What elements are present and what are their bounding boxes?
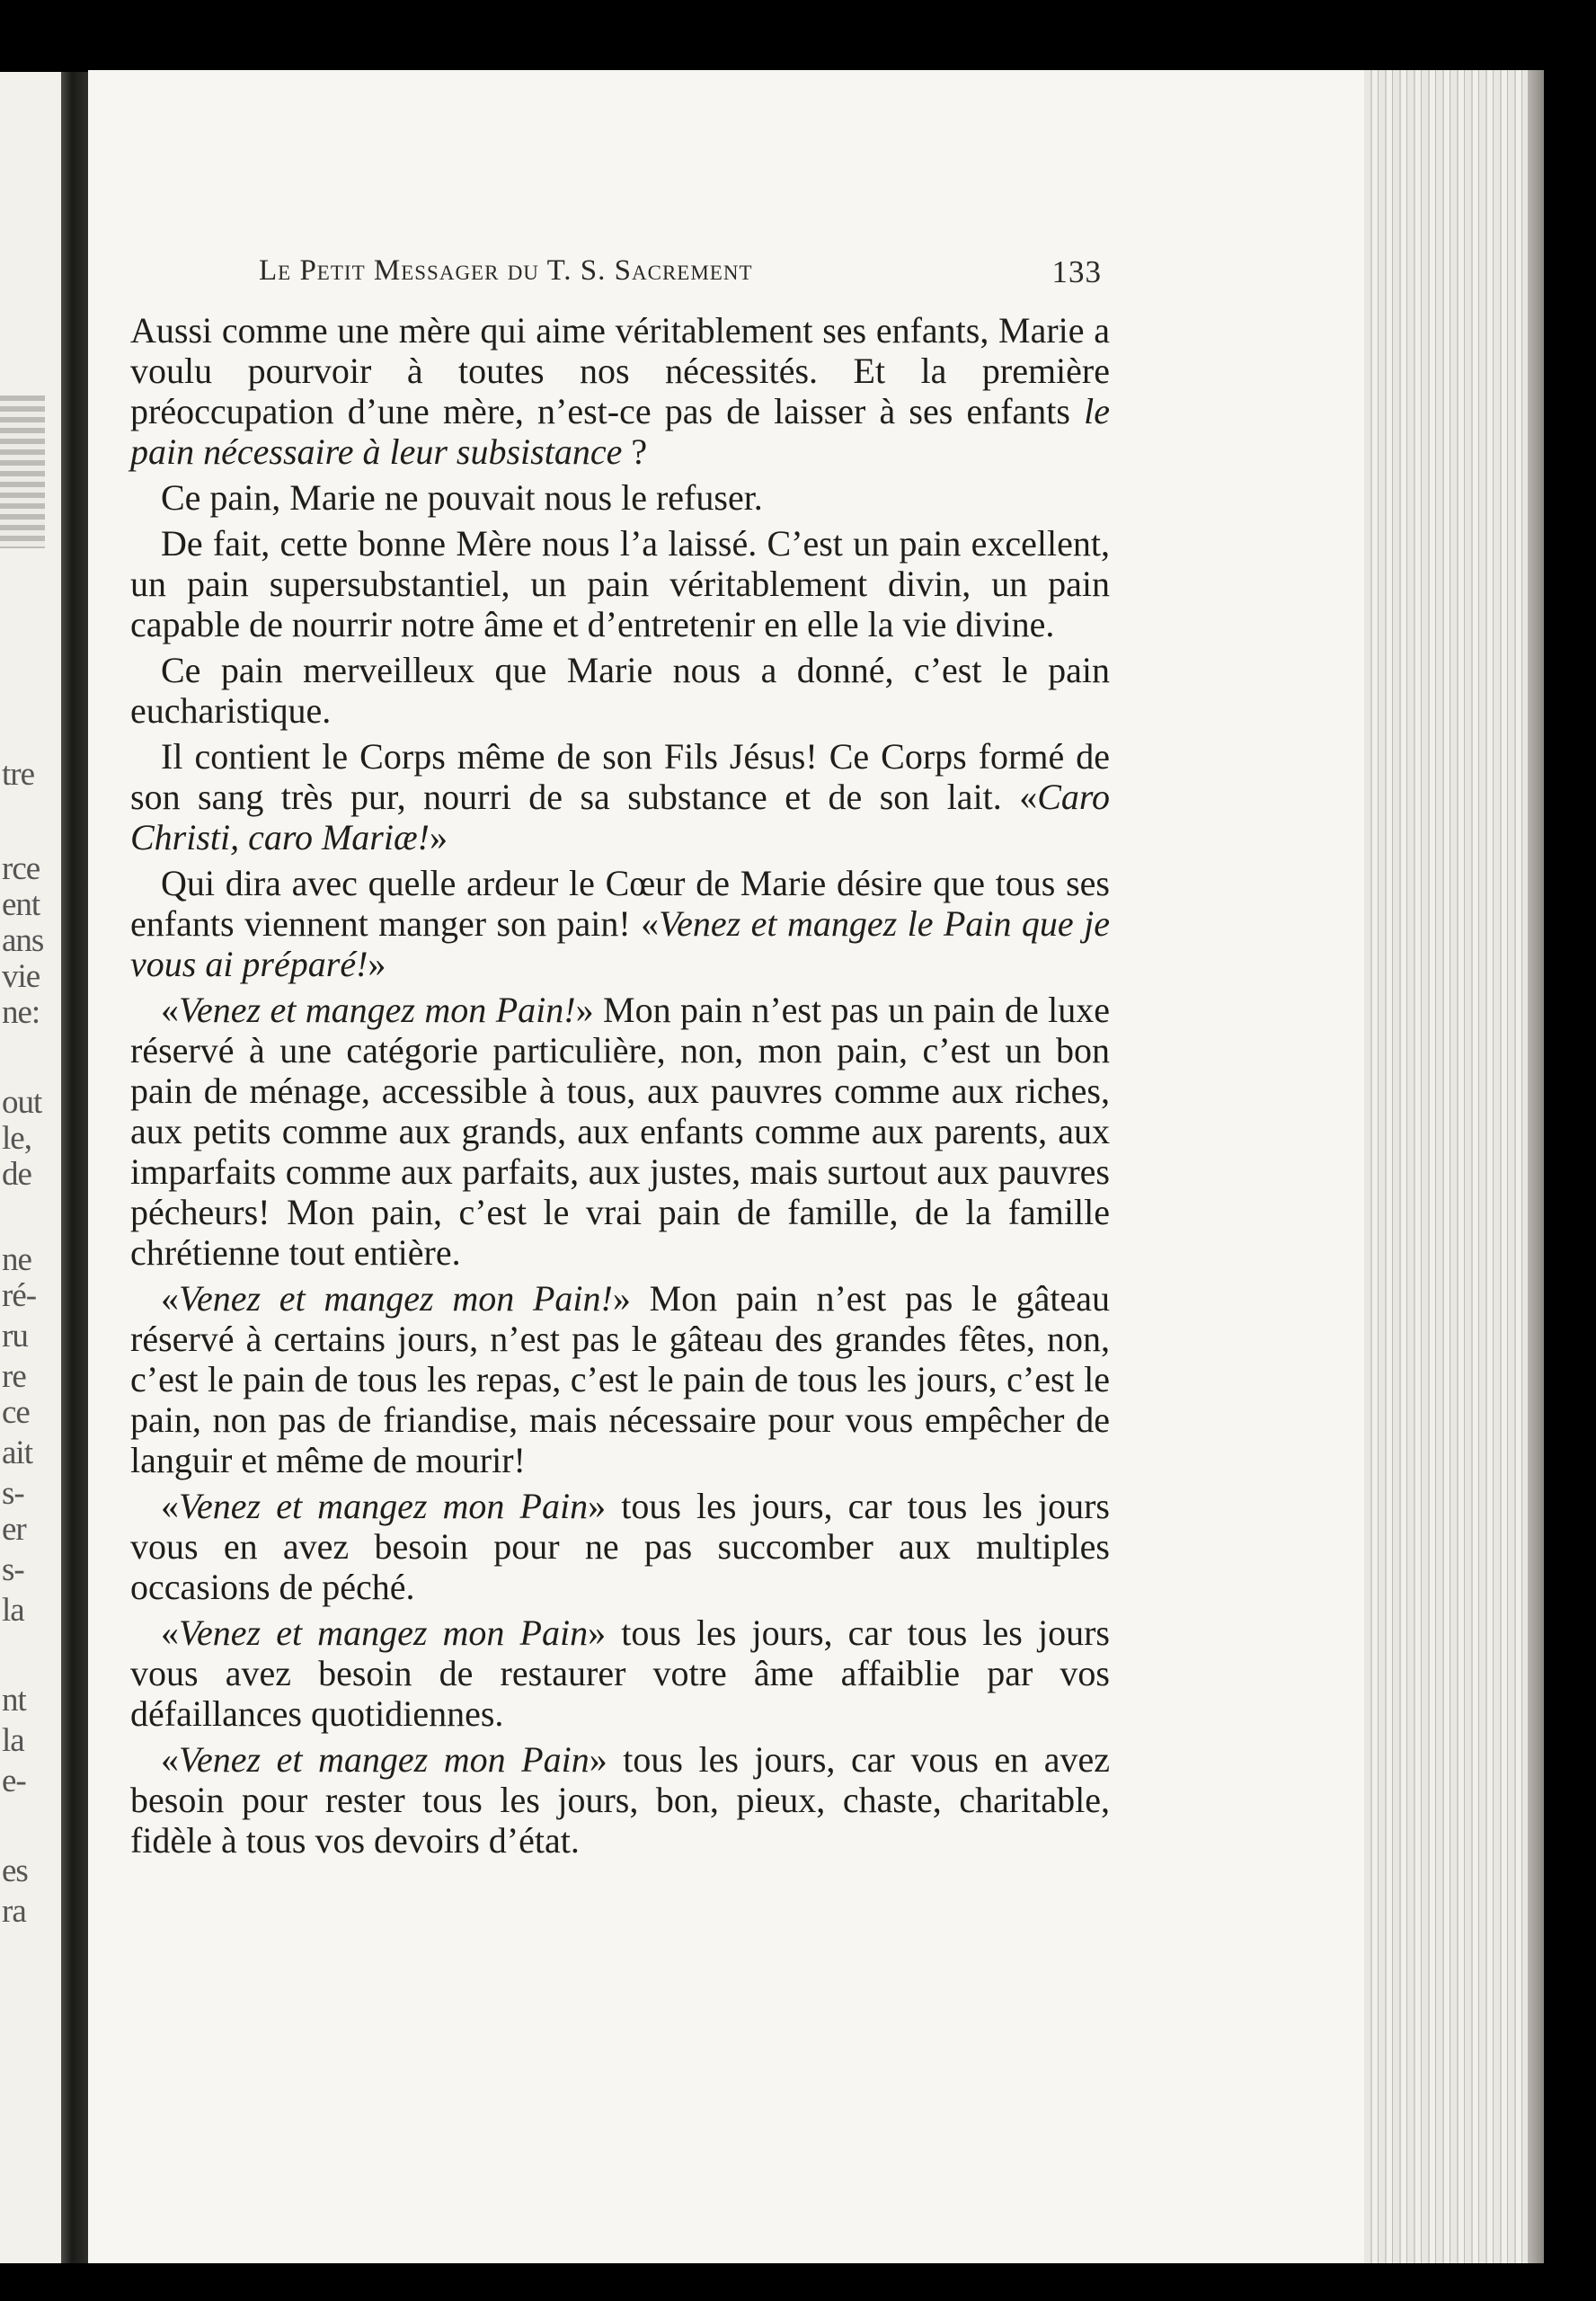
previous-page-fragment: ce (2, 1394, 30, 1431)
previous-page-fragment: nt (2, 1682, 26, 1719)
previous-page-fragment: ent (2, 886, 40, 923)
paragraph-text: Qui dira avec quelle ardeur le Cœur de Marie désire que tous ses enfants viennent manger son pain! « (130, 863, 1110, 944)
paragraph (130, 990, 1110, 1273)
previous-page-fragment: ans (2, 922, 44, 959)
previous-page-fragment: re (2, 1358, 26, 1395)
paragraph-text: » (430, 817, 448, 857)
paragraph-text: « (161, 990, 179, 1030)
previous-page-fragment: es (2, 1852, 28, 1889)
previous-page-fragment: out (2, 1084, 42, 1121)
paragraph-text: « (161, 1612, 179, 1653)
paragraph (130, 1278, 1110, 1480)
paragraph-text: Aussi comme une mère qui aime véritablement ses enfants, Marie a voulu pourvoir à toutes nos nécessités. Et la première préoccupation d’une mère, n’est-ce pas de laisser à ses enfants (130, 310, 1110, 431)
previous-page-fragment: rce (2, 850, 40, 887)
italic-phrase: le pain nécessaire à leur subsistance (130, 391, 1110, 472)
italic-quote: Venez et mangez mon Pain! (179, 1278, 613, 1319)
paragraph-text: » Mon pain n’est pas un pain de luxe réservé à une catégorie particulière, non, mon pain, c’est un bon pain de ménage, accessible à tous, aux pauvres comme aux riches, aux petits comme aux grands, aux enfants comme aux parents, aux imparfaits comme aux parfaits, aux justes, mais surtout aux pauvres pécheurs! Mon pain, c’est le vrai pain de famille, de la famille chrétienne tout entière. (130, 990, 1111, 1273)
paragraph-text: « (161, 1278, 179, 1319)
page-stack-edge (1364, 70, 1544, 2263)
italic-quote: Venez et mangez mon Pain (179, 1612, 589, 1653)
paragraph-text: » (368, 944, 386, 984)
paragraph-text: » tous les jours, car tous les jours vous en avez besoin pour ne pas succomber aux multiples occasions de péché. (130, 1486, 1110, 1607)
scan-border-right (1544, 0, 1596, 2301)
paragraph: Ce pain, Marie ne pouvait nous le refuser. (161, 477, 763, 518)
previous-page-fragment: ré- (2, 1277, 37, 1314)
paragraph-text: « (161, 1486, 179, 1526)
previous-page-fragment: de (2, 1156, 31, 1193)
previous-page-fragment: ru (2, 1318, 28, 1355)
paragraph (130, 1612, 1110, 1734)
running-head-title: Le Petit Messager du T. S. Sacrement (259, 254, 753, 287)
previous-page-edge (0, 72, 61, 2265)
page-stack-shadow (1528, 70, 1544, 2263)
paragraph-text: Il contient le Corps même de son Fils Jésus! Ce Corps formé de son sang très pur, nourri de sa substance et de son lait. « (130, 736, 1110, 817)
previous-page-fragment: s- (2, 1551, 24, 1588)
body-text (130, 310, 1110, 1866)
paragraph-text: » Mon pain n’est pas le gâteau réservé à certains jours, n’est pas le gâteau des grandes fêtes, non, c’est le pain de tous les repas, c’est le pain de tous les jours, c’est le pain, non pas de friandise, mais nécessaire pour vous empêcher de languir et même de mourir! (130, 1278, 1110, 1480)
previous-page-illustration (0, 395, 45, 548)
paragraph: De fait, cette bonne Mère nous l’a laissé. C’est un pain excellent, un pain supersubstantiel, un pain véritablement divin, un pain capable de nourrir notre âme et d’entretenir en elle la vie divine. (130, 523, 1110, 644)
paragraph: Ce pain merveilleux que Marie nous a donné, c’est le pain eucharistique. (130, 650, 1110, 731)
italic-quote: Venez et mangez mon Pain! (179, 990, 576, 1030)
previous-page-fragment: la (2, 1592, 24, 1629)
paragraph (130, 1739, 1110, 1861)
previous-page-fragment: vie (2, 958, 40, 995)
book-spine-gutter (61, 72, 88, 2265)
running-head (171, 254, 1105, 294)
previous-page-fragment: s- (2, 1475, 24, 1512)
previous-page-fragment: ait (2, 1435, 32, 1471)
paragraph-text: ? (622, 431, 648, 472)
paragraph-text: » tous les jours, car tous les jours vous avez besoin de restaurer votre âme affaiblie par vos défaillances quotidiennes. (130, 1612, 1110, 1734)
previous-page-fragment: le, (2, 1120, 31, 1157)
italic-quote: Venez et mangez mon Pain (179, 1486, 589, 1526)
paragraph (130, 310, 1110, 472)
italic-quote: Venez et mangez le Pain que je vous ai préparé! (130, 903, 1110, 984)
previous-page-fragment: er (2, 1511, 26, 1548)
paragraph-text: » tous les jours, car vous en avez besoin pour rester tous les jours, bon, pieux, chaste, charitable, fidèle à tous vos devoirs d’état. (130, 1739, 1110, 1861)
paragraph (130, 1486, 1110, 1607)
previous-page-fragment: ne (2, 1241, 31, 1278)
scan-border-bottom (0, 2263, 1596, 2301)
previous-page-fragment: e- (2, 1763, 26, 1799)
italic-quote: Venez et mangez mon Pain (179, 1739, 590, 1780)
previous-page-fragment: ra (2, 1893, 26, 1930)
paragraph (130, 863, 1110, 984)
page-number: 133 (1051, 254, 1102, 289)
previous-page-fragment: tre (2, 756, 35, 793)
previous-page-fragment: la (2, 1722, 24, 1759)
latin-quote: Caro Christi, caro Mariæ! (130, 777, 1110, 857)
scan-border-top (0, 0, 1596, 67)
paragraph (130, 736, 1110, 857)
previous-page-fragment: ne: (2, 994, 40, 1031)
paragraph-text: « (161, 1739, 179, 1780)
